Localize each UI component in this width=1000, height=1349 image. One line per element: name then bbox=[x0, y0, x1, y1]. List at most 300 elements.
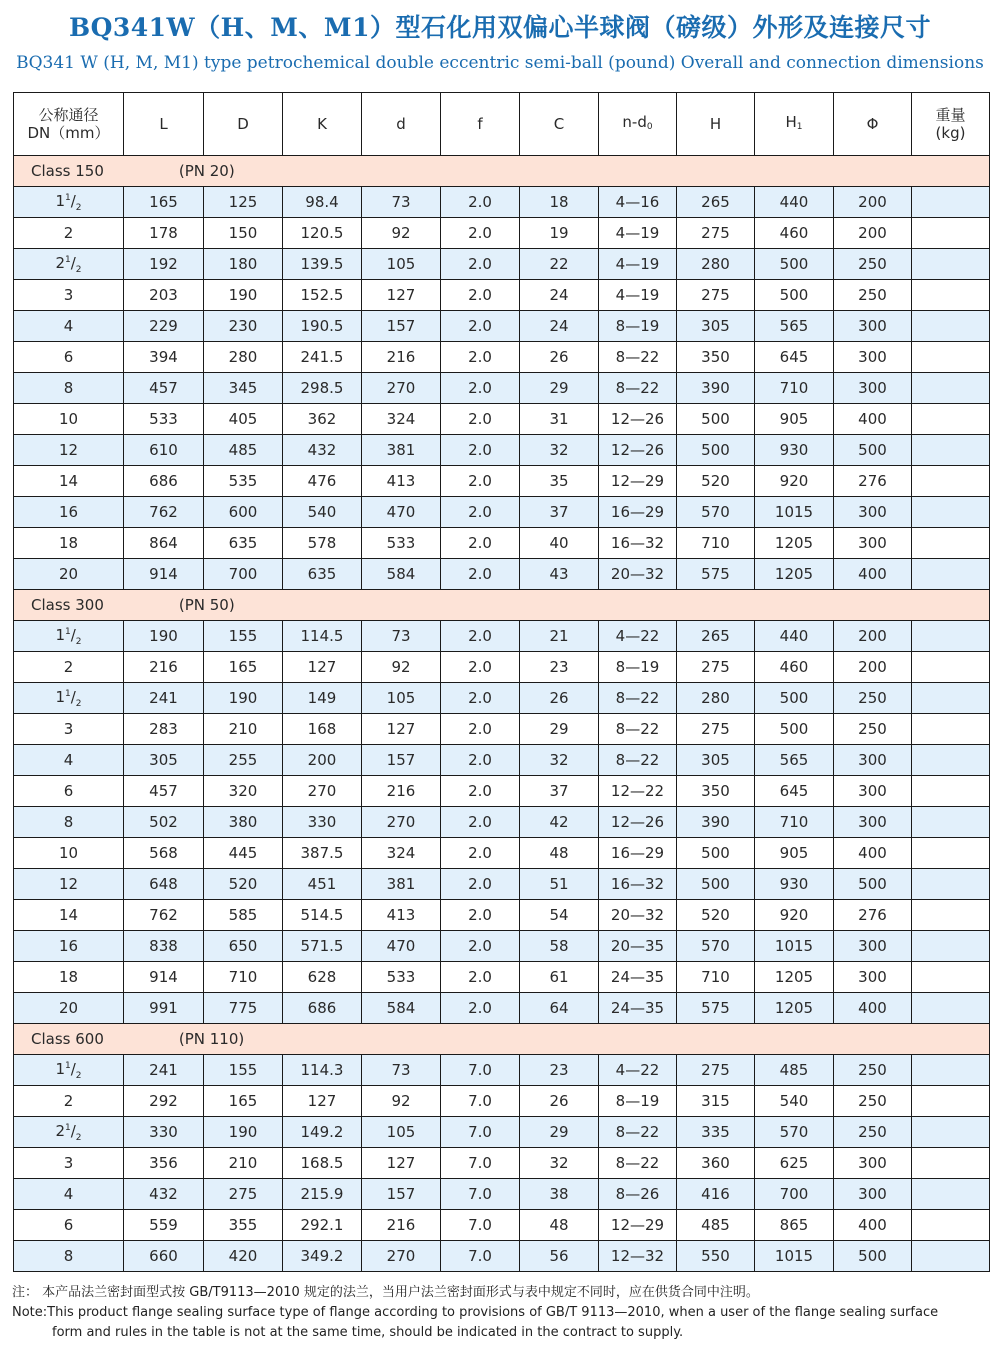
cell-H1: 460 bbox=[755, 218, 834, 249]
cell-C: 26 bbox=[520, 683, 599, 714]
cell-K: 127 bbox=[283, 652, 362, 683]
cell-nd: 12—32 bbox=[599, 1241, 677, 1272]
page-title-en: BQ341 W (H, M, M1) type petrochemical double eccentric semi-ball (pound) Overall and connection dimensions bbox=[16, 53, 984, 73]
cell-K: 241.5 bbox=[283, 342, 362, 373]
table-row bbox=[14, 1210, 990, 1241]
cell-C: 18 bbox=[520, 187, 599, 218]
cell-f: 2.0 bbox=[441, 993, 520, 1024]
cell-H1: 710 bbox=[755, 373, 834, 404]
cell-D: 210 bbox=[204, 1148, 283, 1179]
cell-nd: 16—29 bbox=[599, 497, 677, 528]
table-row bbox=[14, 900, 990, 931]
table-row bbox=[14, 1179, 990, 1210]
cell-dn: 2 bbox=[14, 218, 124, 249]
section-row bbox=[14, 590, 990, 621]
cell-H1: 485 bbox=[755, 1055, 834, 1086]
cell-K: 127 bbox=[283, 1086, 362, 1117]
cell-K: 114.5 bbox=[283, 621, 362, 652]
cell-nd: 4—16 bbox=[599, 187, 677, 218]
cell-w bbox=[912, 435, 990, 466]
cell-phi: 250 bbox=[834, 683, 912, 714]
cell-phi: 300 bbox=[834, 311, 912, 342]
section-class: Class 600 bbox=[31, 1030, 104, 1048]
cell-nd: 8—22 bbox=[599, 683, 677, 714]
cell-d: 127 bbox=[362, 1148, 441, 1179]
cell-D: 380 bbox=[204, 807, 283, 838]
cell-H1: 1205 bbox=[755, 528, 834, 559]
cell-K: 540 bbox=[283, 497, 362, 528]
section-row bbox=[14, 1024, 990, 1055]
cell-K: 362 bbox=[283, 404, 362, 435]
cell-phi: 300 bbox=[834, 776, 912, 807]
header-weight bbox=[912, 93, 990, 156]
cell-f: 2.0 bbox=[441, 373, 520, 404]
cell-nd: 12—26 bbox=[599, 404, 677, 435]
cell-f: 2.0 bbox=[441, 497, 520, 528]
cell-d: 413 bbox=[362, 466, 441, 497]
cell-phi: 276 bbox=[834, 900, 912, 931]
cell-d: 584 bbox=[362, 993, 441, 1024]
cell-K: 578 bbox=[283, 528, 362, 559]
cell-D: 150 bbox=[204, 218, 283, 249]
table-row bbox=[14, 497, 990, 528]
cell-d: 92 bbox=[362, 652, 441, 683]
cell-C: 32 bbox=[520, 435, 599, 466]
cell-C: 42 bbox=[520, 807, 599, 838]
cell-L: 165 bbox=[124, 187, 204, 218]
cell-C: 23 bbox=[520, 652, 599, 683]
cell-nd: 8—22 bbox=[599, 745, 677, 776]
table-row bbox=[14, 652, 990, 683]
cell-dn: 2 bbox=[14, 1086, 124, 1117]
cell-phi: 500 bbox=[834, 869, 912, 900]
cell-d: 216 bbox=[362, 776, 441, 807]
cell-nd: 8—22 bbox=[599, 373, 677, 404]
cell-H: 275 bbox=[677, 280, 755, 311]
cell-L: 216 bbox=[124, 652, 204, 683]
header-n-d0 bbox=[599, 93, 677, 156]
table-row bbox=[14, 404, 990, 435]
cell-d: 470 bbox=[362, 931, 441, 962]
table-row bbox=[14, 373, 990, 404]
cell-D: 585 bbox=[204, 900, 283, 931]
cell-phi: 300 bbox=[834, 497, 912, 528]
cell-w bbox=[912, 962, 990, 993]
header-n-d0-base: n-d bbox=[622, 112, 647, 131]
cell-H: 390 bbox=[677, 373, 755, 404]
cell-C: 38 bbox=[520, 1179, 599, 1210]
cell-L: 838 bbox=[124, 931, 204, 962]
cell-D: 155 bbox=[204, 1055, 283, 1086]
cell-w bbox=[912, 621, 990, 652]
cell-H1: 500 bbox=[755, 280, 834, 311]
cell-L: 283 bbox=[124, 714, 204, 745]
cell-nd: 24—35 bbox=[599, 993, 677, 1024]
cell-D: 275 bbox=[204, 1179, 283, 1210]
cell-w bbox=[912, 683, 990, 714]
cell-phi: 300 bbox=[834, 745, 912, 776]
cell-phi: 300 bbox=[834, 962, 912, 993]
cell-d: 413 bbox=[362, 900, 441, 931]
cell-dn: 8 bbox=[14, 373, 124, 404]
cell-phi: 500 bbox=[834, 1241, 912, 1272]
cell-dn bbox=[14, 683, 124, 714]
cell-D: 230 bbox=[204, 311, 283, 342]
cell-H1: 460 bbox=[755, 652, 834, 683]
cell-H1: 565 bbox=[755, 745, 834, 776]
cell-D: 155 bbox=[204, 621, 283, 652]
cell-C: 29 bbox=[520, 714, 599, 745]
cell-C: 35 bbox=[520, 466, 599, 497]
table-row bbox=[14, 1241, 990, 1272]
cell-phi: 300 bbox=[834, 807, 912, 838]
cell-D: 650 bbox=[204, 931, 283, 962]
cell-d: 324 bbox=[362, 404, 441, 435]
cell-nd: 4—22 bbox=[599, 1055, 677, 1086]
cell-dn: 3 bbox=[14, 280, 124, 311]
cell-d: 127 bbox=[362, 714, 441, 745]
cell-nd: 8—26 bbox=[599, 1179, 677, 1210]
cell-d: 157 bbox=[362, 745, 441, 776]
cell-H: 500 bbox=[677, 838, 755, 869]
cell-w bbox=[912, 1210, 990, 1241]
cell-dn bbox=[14, 249, 124, 280]
cell-L: 229 bbox=[124, 311, 204, 342]
cell-H: 710 bbox=[677, 528, 755, 559]
cell-f: 2.0 bbox=[441, 311, 520, 342]
cell-D: 190 bbox=[204, 1117, 283, 1148]
cell-w bbox=[912, 280, 990, 311]
cell-H: 265 bbox=[677, 187, 755, 218]
cell-phi: 500 bbox=[834, 435, 912, 466]
cell-f: 2.0 bbox=[441, 435, 520, 466]
table-row bbox=[14, 993, 990, 1024]
cell-dn: 3 bbox=[14, 714, 124, 745]
cell-H1: 865 bbox=[755, 1210, 834, 1241]
cell-nd: 8—22 bbox=[599, 342, 677, 373]
header-H1-sub: 1 bbox=[796, 121, 803, 132]
cell-nd: 8—19 bbox=[599, 652, 677, 683]
cell-C: 23 bbox=[520, 1055, 599, 1086]
header-dn-en: DN（mm） bbox=[27, 124, 110, 142]
cell-L: 610 bbox=[124, 435, 204, 466]
cell-dn bbox=[14, 1117, 124, 1148]
cell-C: 19 bbox=[520, 218, 599, 249]
cell-L: 178 bbox=[124, 218, 204, 249]
dn-fraction: $2^1/_2$ bbox=[55, 1121, 82, 1143]
cell-C: 54 bbox=[520, 900, 599, 931]
cell-C: 31 bbox=[520, 404, 599, 435]
cell-L: 305 bbox=[124, 745, 204, 776]
dn-fraction: $1^1/_2$ bbox=[55, 191, 82, 213]
cell-phi: 250 bbox=[834, 249, 912, 280]
cell-H1: 440 bbox=[755, 621, 834, 652]
cell-L: 991 bbox=[124, 993, 204, 1024]
cell-L: 192 bbox=[124, 249, 204, 280]
cell-D: 600 bbox=[204, 497, 283, 528]
cell-w bbox=[912, 187, 990, 218]
cell-H: 315 bbox=[677, 1086, 755, 1117]
cell-nd: 12—29 bbox=[599, 466, 677, 497]
note-en-text-1: This product flange sealing surface type of flange according to provisions of GB/T 9113—2010, when a user of the flange sealing surface bbox=[47, 1305, 939, 1320]
cell-phi: 200 bbox=[834, 621, 912, 652]
note-en-label: Note: bbox=[12, 1305, 48, 1320]
cell-w bbox=[912, 900, 990, 931]
cell-d: 533 bbox=[362, 962, 441, 993]
section-row bbox=[14, 156, 990, 187]
cell-H1: 905 bbox=[755, 838, 834, 869]
cell-K: 330 bbox=[283, 807, 362, 838]
header-phi: Φ bbox=[834, 93, 912, 156]
cell-f: 2.0 bbox=[441, 683, 520, 714]
cell-dn: 14 bbox=[14, 900, 124, 931]
cell-K: 571.5 bbox=[283, 931, 362, 962]
cell-dn: 6 bbox=[14, 1210, 124, 1241]
cell-L: 190 bbox=[124, 621, 204, 652]
cell-K: 686 bbox=[283, 993, 362, 1024]
cell-d: 533 bbox=[362, 528, 441, 559]
cell-H1: 500 bbox=[755, 714, 834, 745]
cell-D: 700 bbox=[204, 559, 283, 590]
cell-d: 270 bbox=[362, 807, 441, 838]
cell-K: 628 bbox=[283, 962, 362, 993]
cell-nd: 16—32 bbox=[599, 869, 677, 900]
cell-f: 2.0 bbox=[441, 807, 520, 838]
cell-phi: 300 bbox=[834, 528, 912, 559]
cell-C: 56 bbox=[520, 1241, 599, 1272]
cell-phi: 250 bbox=[834, 1055, 912, 1086]
cell-K: 432 bbox=[283, 435, 362, 466]
cell-L: 686 bbox=[124, 466, 204, 497]
cell-nd: 4—19 bbox=[599, 249, 677, 280]
cell-dn: 10 bbox=[14, 838, 124, 869]
cell-nd: 4—19 bbox=[599, 280, 677, 311]
cell-dn: 4 bbox=[14, 745, 124, 776]
cell-H1: 500 bbox=[755, 249, 834, 280]
cell-K: 168.5 bbox=[283, 1148, 362, 1179]
cell-C: 24 bbox=[520, 311, 599, 342]
cell-H1: 920 bbox=[755, 900, 834, 931]
section-pn: (PN 50) bbox=[178, 596, 235, 614]
cell-K: 200 bbox=[283, 745, 362, 776]
cell-H1: 625 bbox=[755, 1148, 834, 1179]
cell-f: 2.0 bbox=[441, 621, 520, 652]
header-H1-base: H bbox=[785, 112, 797, 131]
cell-w bbox=[912, 1179, 990, 1210]
cell-nd: 4—19 bbox=[599, 218, 677, 249]
cell-H: 305 bbox=[677, 311, 755, 342]
cell-K: 476 bbox=[283, 466, 362, 497]
table-row bbox=[14, 807, 990, 838]
cell-K: 292.1 bbox=[283, 1210, 362, 1241]
cell-w bbox=[912, 528, 990, 559]
section-class: Class 150 bbox=[31, 162, 104, 180]
cell-H: 485 bbox=[677, 1210, 755, 1241]
cell-H: 575 bbox=[677, 993, 755, 1024]
cell-C: 58 bbox=[520, 931, 599, 962]
cell-dn: 12 bbox=[14, 435, 124, 466]
cell-w bbox=[912, 373, 990, 404]
cell-dn: 18 bbox=[14, 962, 124, 993]
cell-dn: 16 bbox=[14, 497, 124, 528]
table-row bbox=[14, 621, 990, 652]
cell-C: 21 bbox=[520, 621, 599, 652]
cell-D: 180 bbox=[204, 249, 283, 280]
cell-H: 265 bbox=[677, 621, 755, 652]
cell-H: 280 bbox=[677, 683, 755, 714]
cell-w bbox=[912, 466, 990, 497]
cell-dn: 4 bbox=[14, 1179, 124, 1210]
cell-L: 533 bbox=[124, 404, 204, 435]
cell-w bbox=[912, 404, 990, 435]
cell-d: 92 bbox=[362, 1086, 441, 1117]
table-row bbox=[14, 683, 990, 714]
cell-f: 2.0 bbox=[441, 218, 520, 249]
cell-L: 914 bbox=[124, 962, 204, 993]
cell-nd: 8—19 bbox=[599, 1086, 677, 1117]
cell-K: 149.2 bbox=[283, 1117, 362, 1148]
cell-w bbox=[912, 1148, 990, 1179]
cell-C: 32 bbox=[520, 745, 599, 776]
cell-C: 51 bbox=[520, 869, 599, 900]
cell-C: 64 bbox=[520, 993, 599, 1024]
dimensions-table bbox=[13, 92, 990, 1272]
cell-C: 48 bbox=[520, 1210, 599, 1241]
header-dn bbox=[14, 93, 124, 156]
cell-H1: 1205 bbox=[755, 993, 834, 1024]
cell-d: 73 bbox=[362, 1055, 441, 1086]
note-cn-label: 注： bbox=[12, 1285, 39, 1300]
cell-phi: 300 bbox=[834, 373, 912, 404]
cell-f: 2.0 bbox=[441, 838, 520, 869]
cell-D: 355 bbox=[204, 1210, 283, 1241]
cell-w bbox=[912, 1086, 990, 1117]
cell-L: 432 bbox=[124, 1179, 204, 1210]
cell-nd: 12—22 bbox=[599, 776, 677, 807]
cell-d: 216 bbox=[362, 342, 441, 373]
table-row bbox=[14, 1117, 990, 1148]
cell-H: 500 bbox=[677, 869, 755, 900]
cell-H: 520 bbox=[677, 900, 755, 931]
table-row bbox=[14, 311, 990, 342]
cell-dn: 18 bbox=[14, 528, 124, 559]
cell-d: 216 bbox=[362, 1210, 441, 1241]
cell-w bbox=[912, 807, 990, 838]
dn-fraction: $1^1/_2$ bbox=[55, 1059, 82, 1081]
cell-C: 43 bbox=[520, 559, 599, 590]
section-class: Class 300 bbox=[31, 596, 104, 614]
cell-d: 105 bbox=[362, 249, 441, 280]
cell-phi: 300 bbox=[834, 342, 912, 373]
cell-nd: 16—29 bbox=[599, 838, 677, 869]
cell-D: 445 bbox=[204, 838, 283, 869]
cell-L: 502 bbox=[124, 807, 204, 838]
cell-C: 48 bbox=[520, 838, 599, 869]
cell-w bbox=[912, 249, 990, 280]
cell-C: 40 bbox=[520, 528, 599, 559]
cell-phi: 300 bbox=[834, 1148, 912, 1179]
cell-H: 570 bbox=[677, 497, 755, 528]
cell-H: 500 bbox=[677, 404, 755, 435]
section-header bbox=[14, 590, 990, 621]
cell-K: 298.5 bbox=[283, 373, 362, 404]
cell-w bbox=[912, 311, 990, 342]
cell-D: 165 bbox=[204, 1086, 283, 1117]
cell-L: 330 bbox=[124, 1117, 204, 1148]
cell-H1: 905 bbox=[755, 404, 834, 435]
cell-H1: 920 bbox=[755, 466, 834, 497]
cell-phi: 250 bbox=[834, 714, 912, 745]
cell-f: 2.0 bbox=[441, 652, 520, 683]
cell-H: 550 bbox=[677, 1241, 755, 1272]
cell-D: 320 bbox=[204, 776, 283, 807]
cell-H: 520 bbox=[677, 466, 755, 497]
cell-phi: 300 bbox=[834, 931, 912, 962]
table-row bbox=[14, 1086, 990, 1117]
cell-H: 275 bbox=[677, 652, 755, 683]
cell-d: 470 bbox=[362, 497, 441, 528]
cell-f: 7.0 bbox=[441, 1148, 520, 1179]
cell-D: 125 bbox=[204, 187, 283, 218]
cell-d: 270 bbox=[362, 1241, 441, 1272]
cell-w bbox=[912, 1055, 990, 1086]
cell-phi: 400 bbox=[834, 838, 912, 869]
table-row bbox=[14, 1148, 990, 1179]
cell-H: 360 bbox=[677, 1148, 755, 1179]
cell-H1: 1015 bbox=[755, 497, 834, 528]
table-row bbox=[14, 435, 990, 466]
cell-dn: 8 bbox=[14, 1241, 124, 1272]
cell-f: 2.0 bbox=[441, 249, 520, 280]
cell-D: 520 bbox=[204, 869, 283, 900]
cell-H: 280 bbox=[677, 249, 755, 280]
cell-w bbox=[912, 1117, 990, 1148]
cell-f: 7.0 bbox=[441, 1086, 520, 1117]
cell-f: 2.0 bbox=[441, 528, 520, 559]
cell-w bbox=[912, 497, 990, 528]
cell-H: 575 bbox=[677, 559, 755, 590]
cell-D: 190 bbox=[204, 683, 283, 714]
dn-fraction: $1^1/_2$ bbox=[55, 687, 82, 709]
cell-L: 394 bbox=[124, 342, 204, 373]
cell-f: 2.0 bbox=[441, 466, 520, 497]
cell-dn bbox=[14, 187, 124, 218]
cell-C: 26 bbox=[520, 342, 599, 373]
cell-dn bbox=[14, 1055, 124, 1086]
cell-H: 275 bbox=[677, 218, 755, 249]
cell-D: 635 bbox=[204, 528, 283, 559]
cell-H: 570 bbox=[677, 931, 755, 962]
cell-phi: 250 bbox=[834, 1086, 912, 1117]
cell-H: 335 bbox=[677, 1117, 755, 1148]
cell-phi: 400 bbox=[834, 559, 912, 590]
dn-fraction: $1^1/_2$ bbox=[55, 625, 82, 647]
cell-D: 535 bbox=[204, 466, 283, 497]
cell-nd: 8—22 bbox=[599, 1148, 677, 1179]
cell-L: 762 bbox=[124, 497, 204, 528]
cell-L: 241 bbox=[124, 1055, 204, 1086]
note-cn bbox=[12, 1283, 992, 1303]
cell-f: 2.0 bbox=[441, 745, 520, 776]
cell-f: 7.0 bbox=[441, 1117, 520, 1148]
cell-phi: 250 bbox=[834, 280, 912, 311]
table-row bbox=[14, 280, 990, 311]
cell-dn bbox=[14, 621, 124, 652]
cell-f: 7.0 bbox=[441, 1210, 520, 1241]
cell-D: 775 bbox=[204, 993, 283, 1024]
cell-K: 215.9 bbox=[283, 1179, 362, 1210]
cell-dn: 3 bbox=[14, 1148, 124, 1179]
